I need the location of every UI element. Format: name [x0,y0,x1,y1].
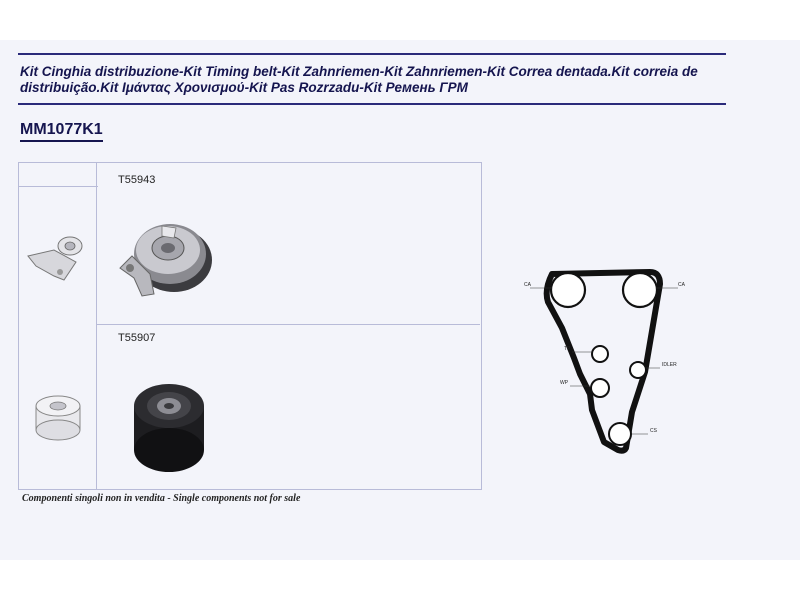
kit-title: Kit Cinghia distribuzione-Kit Timing belt-Kit Zahnriemen-Kit Zahnriemen-Kit Correa dentada.Kit correia de distribuição.Kit Ιμάντας Χρονισμού-Kit Pas Rozrzadu-Kit Ремень ГРМ [20,64,698,95]
top-rule [18,53,726,55]
footnote: Componenti singoli non in vendita - Single components not for sale [22,493,301,504]
tensioner-pulley-icon [112,216,216,312]
label-crankshaft: CS [650,428,657,434]
tensioner-thumbnail-icon [24,232,90,288]
water-pump-pulley [591,379,609,397]
title-rule [18,103,726,105]
label-tensioner: TP [564,346,571,352]
cam-left-pulley [551,273,585,307]
table-header-line [18,186,98,187]
idler-pulley [630,362,646,378]
crankshaft-pulley [609,423,631,445]
part-code-1: T55943 [118,174,156,186]
belt-routing-diagram [520,262,690,462]
idler-thumbnail-icon [30,392,86,446]
label-water-pump: WP [560,380,569,386]
cam-right-pulley [623,273,657,307]
table-divider-vertical [96,162,97,490]
components-table [18,162,482,490]
label-idler: IDLER [662,362,677,368]
part-code-2: T55907 [118,332,156,344]
kit-code: MM1077K1 [20,121,103,142]
label-cam-left: CA [524,282,531,288]
label-cam-right: CA [678,282,685,288]
tensioner-pulley [592,346,608,362]
table-divider-horizontal [96,324,480,325]
idler-pulley-icon [126,378,212,478]
